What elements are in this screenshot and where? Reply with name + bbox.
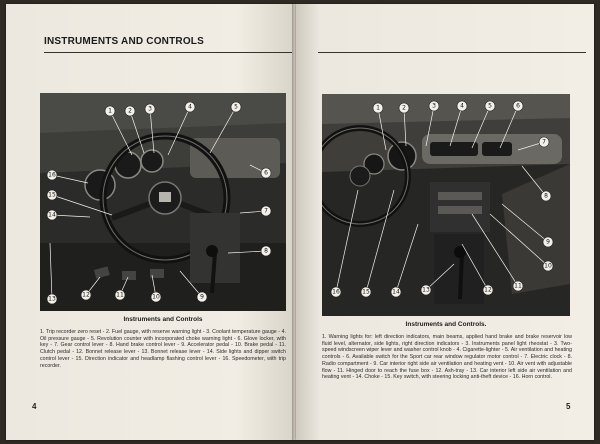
page-number: 5 (566, 402, 571, 411)
callout-label: 7 (542, 138, 546, 146)
left-dashboard-photo (40, 93, 286, 311)
callout-label: 7 (264, 207, 268, 215)
heading-rule (44, 52, 292, 53)
callout-label: 10 (152, 293, 160, 301)
left-page (6, 4, 296, 440)
callout-label: 14 (392, 288, 400, 296)
left-dashboard-illustration (40, 93, 286, 311)
callout-label: 1 (376, 104, 380, 112)
caption-title: Instruments and Controls. (405, 321, 487, 328)
heading-rule (318, 52, 586, 53)
callout-label: 8 (544, 192, 548, 200)
callout-label: 2 (128, 107, 132, 115)
callout-label: 6 (264, 169, 268, 177)
callout-label: 12 (82, 291, 90, 299)
callout-label: 4 (188, 103, 192, 111)
callout-label: 1 (108, 107, 112, 115)
callout-label: 6 (516, 102, 520, 110)
callout-label: 8 (264, 247, 268, 255)
caption-text: 1. Warning lights for: left direction indicators, main beams, applied hand brake and brake reservoir low fluid level, alternator, side lights, right direction indicators - 3. Instruments panel light rheostat - 3. Two-speed windscreen wiper lever and washer control knob - 4. Cigarette-lighter - 5. Air ventilation and heating controls - 6. Available switch for the Sport car rear window regulator motor control - 7. Electric clock - 8. Radio compartment - 9. Car interior right side air ventilation and heating vent - 10. Air vent with adjustable flow - 11. Hinged door to reach the fuse box - 12. Ash-tray - 13. Car interior left side air ventilation and heating vent - 14. Choke - 15. Key switch, with steering locking anti-theft device - 16. Horn control. (322, 334, 572, 381)
callout-label: 4 (460, 102, 464, 110)
callout-label: 14 (48, 211, 56, 219)
callout-label: 13 (48, 295, 56, 303)
callout-label: 16 (48, 171, 56, 179)
callout-label: 16 (332, 288, 340, 296)
callout-label: 5 (234, 103, 238, 111)
callout-label: 11 (514, 282, 522, 290)
callout-label: 10 (544, 262, 552, 270)
page-number: 4 (32, 402, 37, 411)
callout-label: 13 (422, 286, 430, 294)
callout-label: 12 (484, 286, 492, 294)
caption-title: Instruments and Controls (123, 316, 203, 323)
callout-label: 9 (546, 238, 550, 246)
callout-label: 15 (362, 288, 370, 296)
right-dashboard-illustration (322, 94, 570, 316)
callout-label: 9 (200, 293, 204, 301)
callout-label: 3 (432, 102, 436, 110)
callout-label: 3 (148, 105, 152, 113)
right-dashboard-photo (322, 94, 570, 316)
right-page (296, 4, 594, 440)
caption-text: 1. Trip recorder zero reset - 2. Fuel gauge, with reserve warning light - 3. Coolant temperature gauge - 4. Oil pressure gauge - 5. Revolution counter with incorporated choke warning light - 6. Glove locker, with key - 7. Gear control lever - 8. Hand brake control lever - 9. Accelerator pedal - 10. Brake pedal - 11. Clutch pedal - 12. Bonnet release lever - 13. Bonnet release lever - 14. Side lights and dipper switch control lever - 15. Direction indicator and headlamp flashing control lever - 16. Speedometer, with trip recorder. (40, 329, 286, 369)
page-heading: INSTRUMENTS AND CONTROLS (44, 36, 204, 47)
callout-label: 11 (116, 291, 124, 299)
callout-label: 2 (402, 104, 406, 112)
callout-label: 15 (48, 191, 56, 199)
callout-label: 5 (488, 102, 492, 110)
